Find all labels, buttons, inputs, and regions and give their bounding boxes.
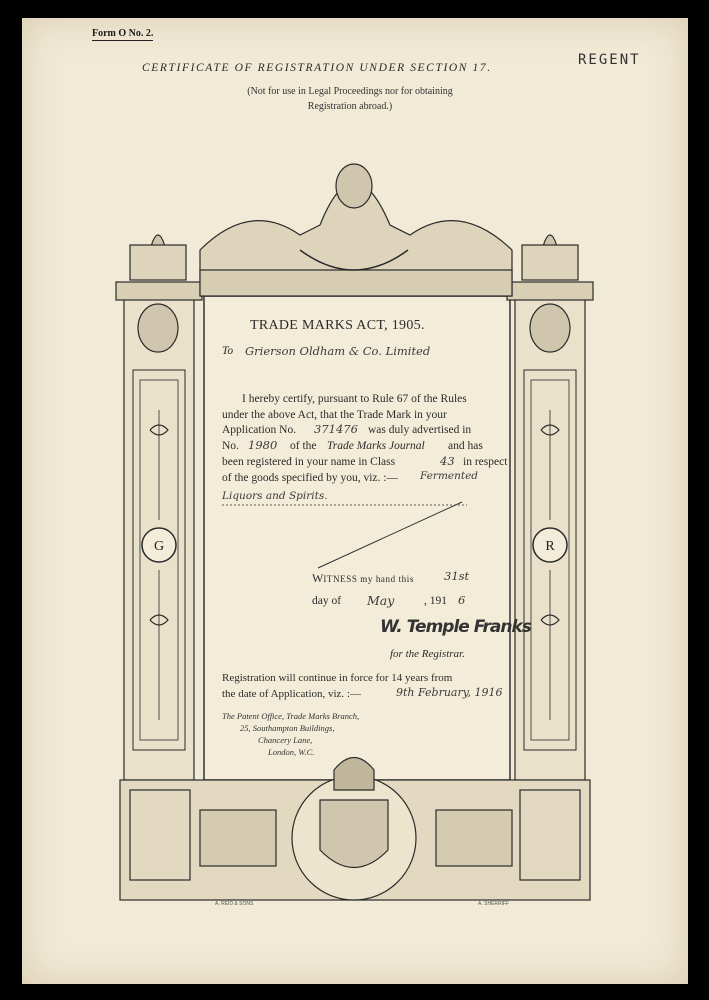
- goods-part-2: Liquors and Spirits.: [222, 490, 328, 502]
- continuance-line-1: Registration will continue in force for 14 years from: [222, 672, 453, 684]
- journal-name: Trade Marks Journal: [327, 440, 425, 452]
- office-line-2: 25, Southampton Buildings,: [240, 723, 335, 733]
- recipient-name: Grierson Oldham & Co. Limited: [245, 344, 431, 358]
- certificate-title: CERTIFICATE OF REGISTRATION UNDER SECTION 17.: [142, 62, 492, 74]
- body-line-3b: was duly advertised in: [368, 424, 472, 436]
- engraver-right: A. SHERRIFF: [478, 901, 510, 907]
- year-suffix: 6: [458, 593, 466, 607]
- office-line-3: Chancery Lane,: [258, 735, 313, 745]
- body-line-5a: been registered in your name in Class: [222, 456, 396, 468]
- body-line-2: under the above Act, that the Trade Mark in your: [222, 409, 447, 421]
- registrar-signature: W. Temple Franks: [380, 617, 531, 637]
- to-label: To: [222, 345, 234, 357]
- office-line-4: London, W.C.: [268, 747, 315, 757]
- journal-number: 1980: [248, 438, 278, 452]
- witness-label: WITNESS my hand this: [312, 571, 414, 585]
- class-number: 43: [440, 454, 455, 468]
- application-date: 9th February, 1916: [396, 686, 503, 699]
- application-number: 371476: [314, 422, 358, 436]
- body-line-4b: of the: [290, 440, 317, 452]
- engraver-left: A. REID & SONS: [215, 901, 254, 907]
- body-line-6: of the goods specified by you, viz. :—: [222, 472, 398, 484]
- monogram-right: R: [545, 539, 555, 554]
- day-of-label: day of: [312, 595, 342, 607]
- body-line-3a: Application No.: [222, 424, 297, 436]
- witness-day: 31st: [444, 569, 470, 583]
- form-number: Form O No. 2.: [92, 28, 154, 39]
- witness-month: May: [367, 593, 395, 608]
- text-panel: [204, 296, 510, 780]
- act-title: TRADE MARKS ACT, 1905.: [250, 318, 425, 333]
- body-line-5b: in respect: [463, 456, 508, 468]
- body-line-4c: and has: [448, 440, 483, 452]
- body-line-4a: No.: [222, 440, 239, 452]
- for-registrar: for the Registrar.: [390, 648, 465, 660]
- usage-notice: (Not for use in Legal Proceedings nor for obtaining Registration abroad.): [247, 86, 453, 112]
- monogram-left: G: [153, 539, 165, 554]
- goods-part-1: Fermented: [420, 470, 479, 482]
- continuance-line-2: the date of Application, viz. :—: [222, 688, 361, 700]
- handwritten-annotation: REGENT: [578, 52, 641, 68]
- year-prefix: , 191: [424, 595, 447, 607]
- body-line-1: I hereby certify, pursuant to Rule 67 of the Rules: [242, 393, 467, 405]
- office-line-1: The Patent Office, Trade Marks Branch,: [222, 711, 360, 721]
